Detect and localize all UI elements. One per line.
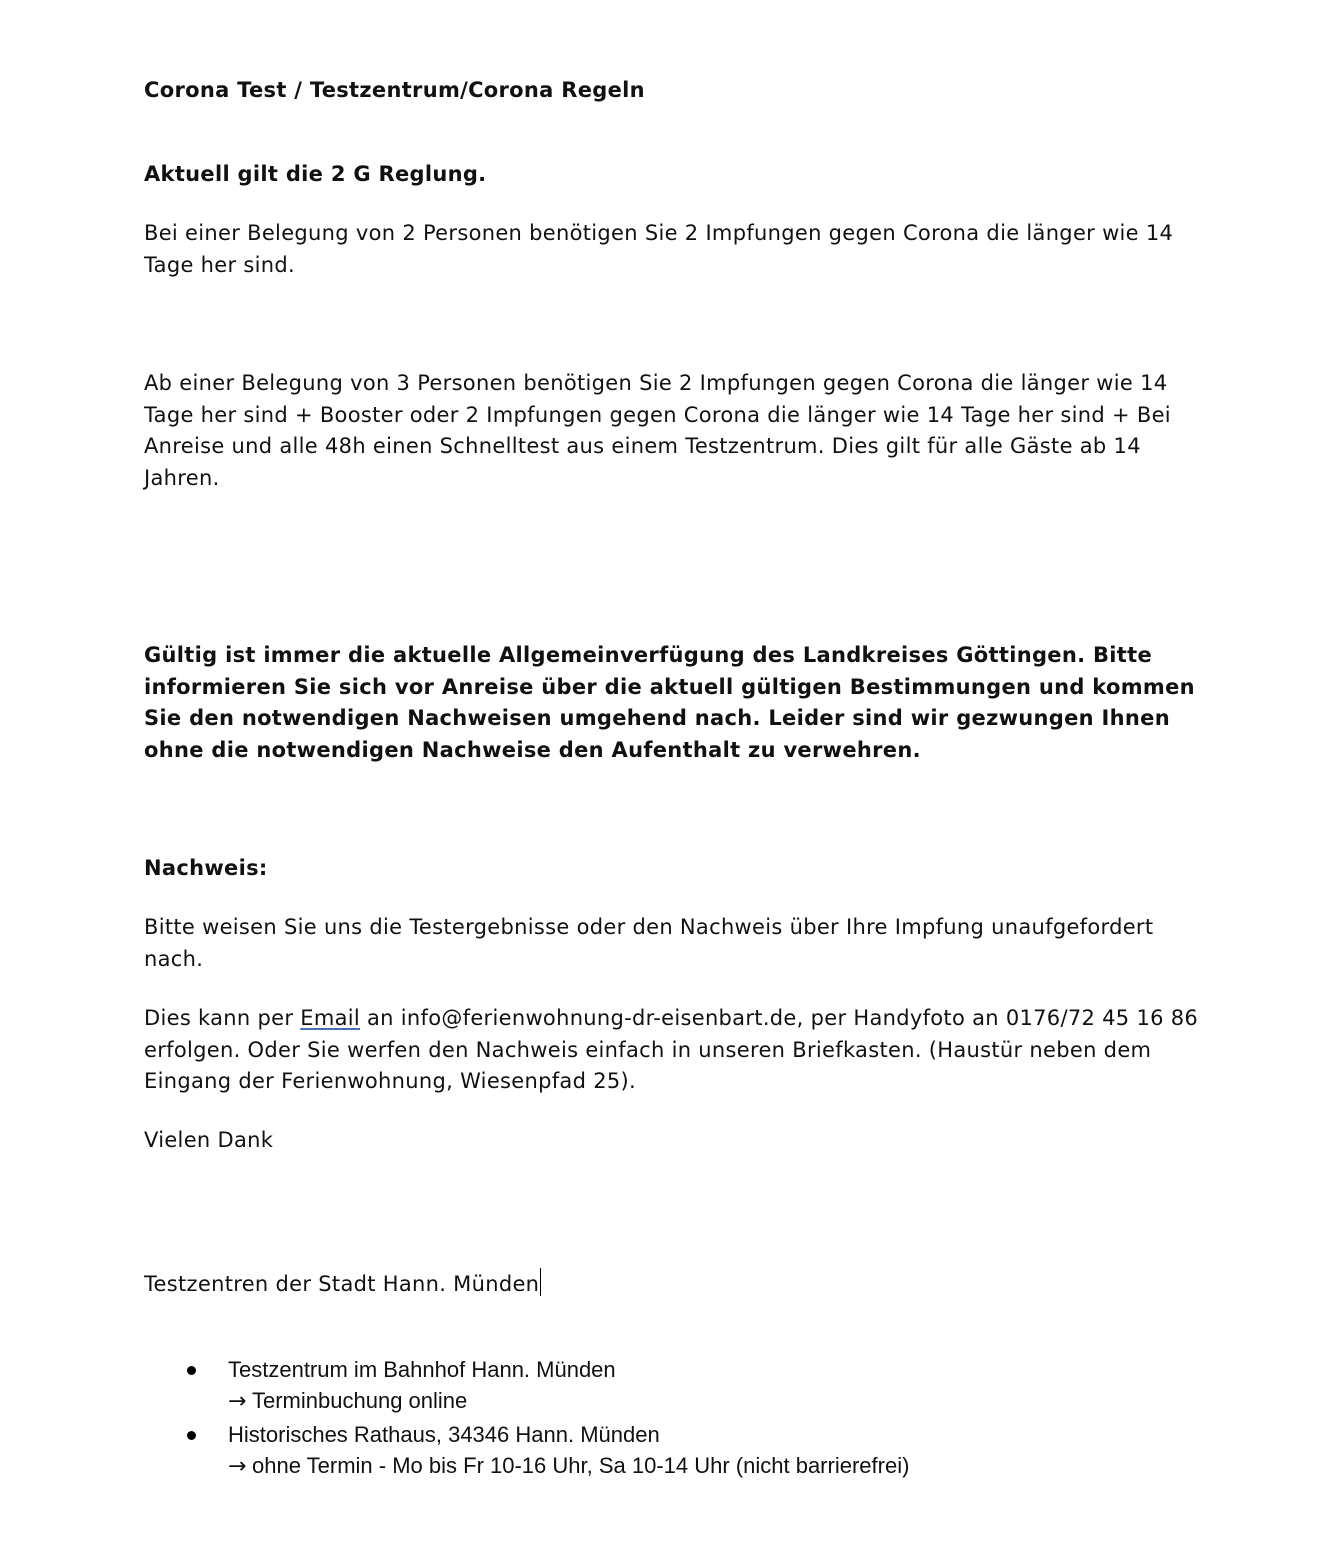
- list-item: [144, 1354, 1204, 1417]
- contact-prefix: Dies kann per: [144, 1006, 301, 1030]
- email-link[interactable]: Email: [300, 1006, 361, 1030]
- proof-request-paragraph: Bitte weisen Sie uns die Testergebnisse oder den Nachweis über Ihre Impfung unaufgefordert nach.: [144, 915, 1154, 971]
- test-center-detail: ohne Termin - Mo bis Fr 10-16 Uhr, Sa 10-14 Uhr (nicht barrierefrei): [252, 1453, 910, 1478]
- arrow-right-icon: →: [228, 1389, 247, 1414]
- test-center-name: Testzentrum im Bahnhof Hann. Münden: [228, 1357, 616, 1382]
- bullet-icon: [187, 1366, 196, 1375]
- test-center-detail: Terminbuchung online: [252, 1388, 468, 1413]
- centers-heading-text: Testzentren der Stadt Hann. Münden: [144, 1272, 540, 1296]
- proof-heading: Nachweis:: [144, 856, 268, 880]
- test-center-name: Historisches Rathaus, 34346 Hann. Münden: [228, 1422, 660, 1447]
- paragraph-three-persons: Ab einer Belegung von 3 Personen benötigen Sie 2 Impfungen gegen Corona die länger wie 14 Tage her sind + Booster oder 2 Impfungen gegen Corona die länger wie 14 Tage her sind + Bei Anreise und alle 48h einen Schnelltest aus einem Testzentrum. Dies gilt für alle Gäste ab 14 Jahren.: [144, 371, 1171, 490]
- contact-details: an info@ferienwohnung-dr-eisenbart.de, per Handyfoto an 0176/72 45 16 86 erfolgen. Oder Sie werfen den Nachweis einfach in unseren Briefkasten. (Haustür neben dem Eingang der Ferienwohnung, Wiesenpfad 25).: [144, 1006, 1199, 1093]
- notice-paragraph: Gültig ist immer die aktuelle Allgemeinverfügung des Landkreises Göttingen. Bitte informieren Sie sich vor Anreise über die aktuell gültigen Bestimmungen und kommen Sie den notwendigen Nachweisen umgehend nach. Leider sind wir gezwungen Ihnen ohne die notwendigen Nachweise den Aufenthalt zu verwehren.: [144, 643, 1195, 762]
- paragraph-two-persons: Bei einer Belegung von 2 Personen benötigen Sie 2 Impfungen gegen Corona die länger wie 14 Tage her sind.: [144, 221, 1174, 277]
- text-cursor: [540, 1268, 541, 1296]
- test-center-list: [144, 1354, 1204, 1484]
- thanks-text: Vielen Dank: [144, 1128, 274, 1152]
- document-title: Corona Test / Testzentrum/Corona Regeln: [144, 78, 645, 102]
- centers-heading[interactable]: [144, 1268, 1204, 1301]
- bullet-icon: [187, 1431, 196, 1440]
- contact-paragraph: [144, 1003, 1204, 1098]
- rule-heading: Aktuell gilt die 2 G Reglung.: [144, 162, 487, 186]
- test-center-detail-line: [228, 1450, 1204, 1482]
- arrow-right-icon: →: [228, 1454, 247, 1479]
- list-item: [144, 1419, 1204, 1482]
- test-center-detail-line: [228, 1385, 1204, 1417]
